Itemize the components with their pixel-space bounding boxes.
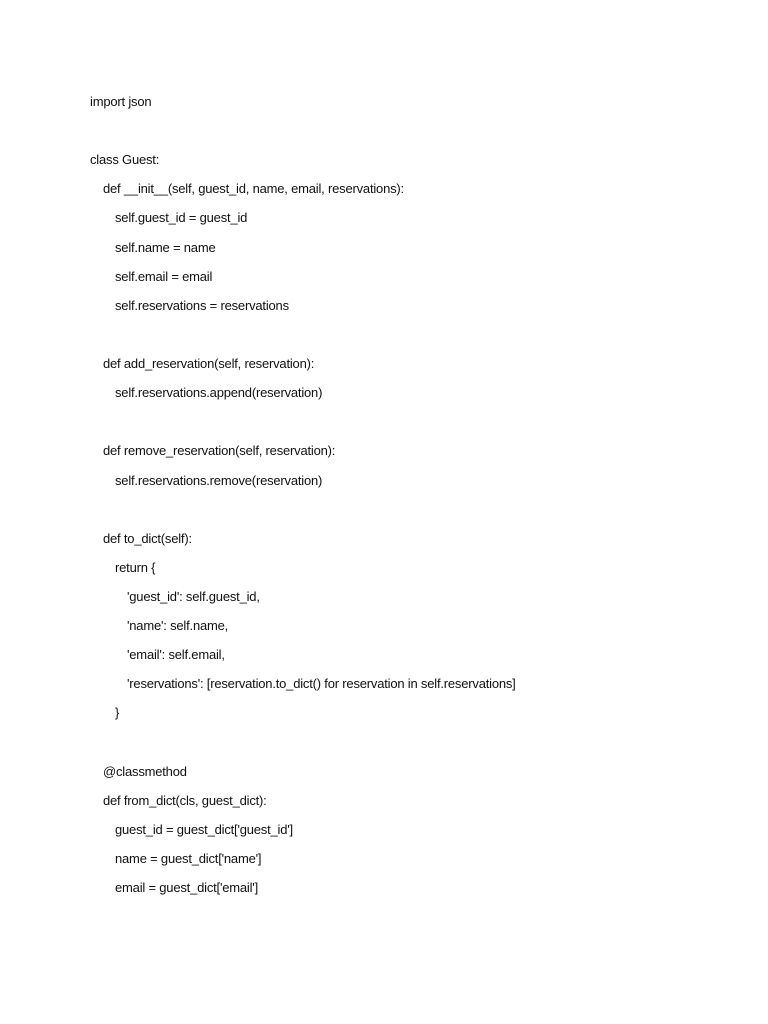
code-line-init-def: def __init__(self, guest_id, name, email, reservations): [103, 181, 404, 196]
code-line-append: self.reservations.append(reservation) [115, 385, 323, 400]
code-line-read-name: name = guest_dict['name'] [115, 851, 262, 866]
code-line-assign-guest-id: self.guest_id = guest_id [115, 210, 248, 225]
code-line-read-email: email = guest_dict['email'] [115, 880, 258, 895]
code-line-add-reservation-def: def add_reservation(self, reservation): [103, 356, 315, 371]
code-line-remove-reservation-def: def remove_reservation(self, reservation): [103, 443, 336, 458]
code-line-classmethod-decorator: @classmethod [103, 764, 187, 779]
code-line-dict-reservations: 'reservations': [reservation.to_dict() for reservation in self.reservations] [127, 676, 516, 691]
code-line-dict-guest-id: 'guest_id': self.guest_id, [127, 589, 260, 604]
code-line-read-guest-id: guest_id = guest_dict['guest_id'] [115, 822, 293, 837]
code-line-from-dict-def: def from_dict(cls, guest_dict): [103, 793, 267, 808]
code-line-return-close: } [115, 705, 120, 720]
code-line-to-dict-def: def to_dict(self): [103, 531, 192, 546]
code-line-return-open: return { [115, 560, 156, 575]
code-line-remove: self.reservations.remove(reservation) [115, 473, 323, 488]
code-line-dict-email: 'email': self.email, [127, 647, 225, 662]
code-line-assign-name: self.name = name [115, 240, 216, 255]
code-line-import: import json [90, 94, 152, 109]
code-line-assign-reservations: self.reservations = reservations [115, 298, 289, 313]
code-line-dict-name: 'name': self.name, [127, 618, 229, 633]
code-line-class-def: class Guest: [90, 152, 160, 167]
code-line-assign-email: self.email = email [115, 269, 213, 284]
